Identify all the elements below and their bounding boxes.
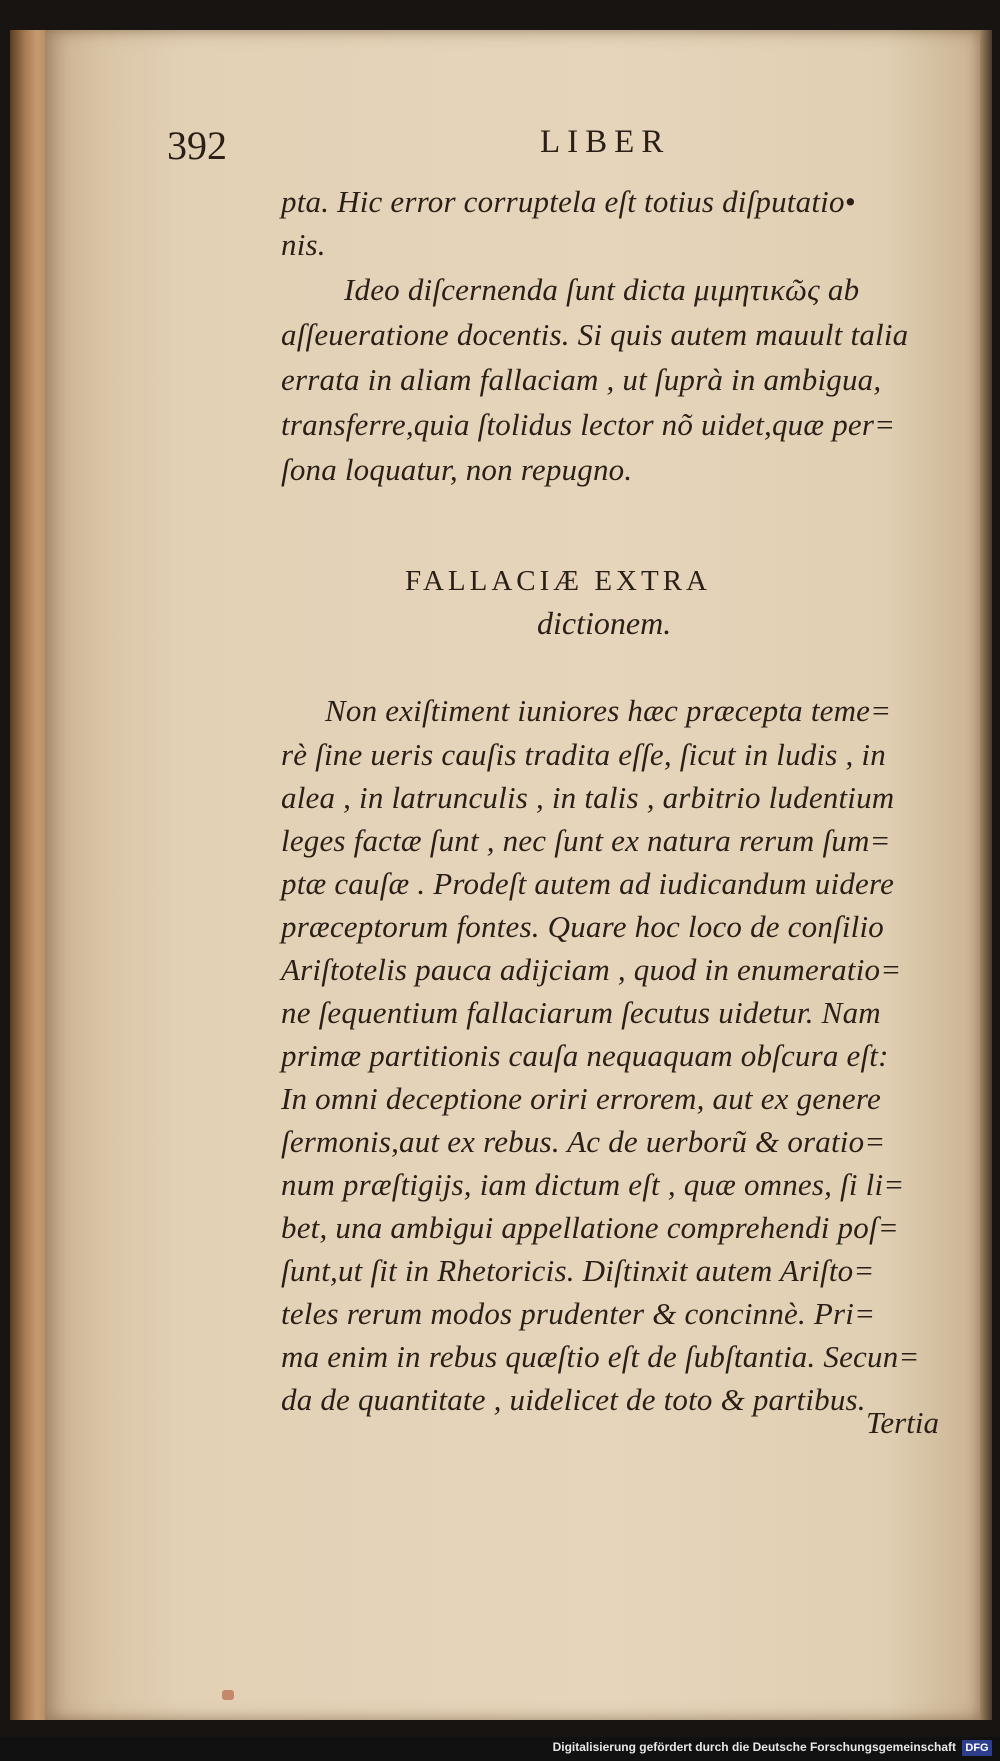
- text-line: ſunt,ut ſit in Rhetoricis. Diſtinxit autem Ariſto=: [281, 1253, 875, 1288]
- text-line: In omni deceptione oriri errorem, aut ex genere: [281, 1081, 881, 1116]
- catchword: Tertia: [866, 1405, 939, 1440]
- dfg-logo: DFG: [962, 1740, 992, 1756]
- text-line: transferre,quia ſtolidus lector nõ uidet,quæ per=: [281, 407, 896, 442]
- text-line: alea , in latrunculis , in talis , arbitrio ludentium: [281, 780, 895, 815]
- section-subheading: dictionem.: [537, 605, 672, 641]
- text-line: bet, una ambigui appellatione comprehendi poſ=: [281, 1210, 899, 1245]
- text-line: Non exiſtiment iuniores hæc præcepta teme=: [325, 693, 892, 728]
- footer-bar: [0, 1737, 1000, 1761]
- text-line: Ariſtotelis pauca adijciam , quod in enumeratio=: [281, 952, 902, 987]
- text-line: ptæ cauſæ . Prodeſt autem ad iudicandum uidere: [281, 866, 895, 901]
- text-line: ma enim in rebus quæſtio eſt de ſubſtantia. Secun=: [281, 1339, 920, 1374]
- text-line: ne ſequentium fallaciarum ſecutus uidetur. Nam: [281, 995, 881, 1030]
- ink-stain-mark: [222, 1690, 234, 1700]
- running-head: LIBER: [540, 124, 671, 160]
- page-gutter-left: [10, 30, 48, 1720]
- text-line: primæ partitionis cauſa nequaquam obſcura eſt:: [281, 1038, 889, 1073]
- text-line: errata in aliam fallaciam , ut ſuprà in ambigua,: [281, 362, 882, 397]
- text-line: teles rerum modos prudenter & concinnè. Pri=: [281, 1296, 876, 1331]
- text-line: num præſtigijs, iam dictum eſt , quæ omnes, ſi li=: [281, 1167, 905, 1202]
- text-line: rè ſine ueris cauſis tradita eſſe, ſicut in ludis , in: [281, 737, 886, 772]
- section-heading: FALLACIÆ EXTRA: [405, 565, 711, 597]
- text-line: pta. Hic error corruptela eſt totius diſputatio•: [281, 184, 856, 219]
- text-line: da de quantitate , uidelicet de toto & partibus.: [281, 1382, 866, 1417]
- text-line: præceptorum fontes. Quare hoc loco de conſilio: [281, 909, 884, 944]
- page-number: 392: [167, 123, 227, 168]
- text-line: ſona loquatur, non repugno.: [281, 452, 633, 487]
- text-line: nis.: [281, 227, 326, 262]
- page-edge-right: [980, 30, 992, 1720]
- text-line: aſſeueratione docentis. Si quis autem mauult talia: [281, 317, 909, 352]
- text-line: ſermonis,aut ex rebus. Ac de uerborũ & oratio=: [281, 1124, 886, 1159]
- funding-credit: Digitalisierung gefördert durch die Deutsche Forschungsgemeinschaft: [552, 1740, 956, 1754]
- text-line: leges factæ ſunt , nec ſunt ex natura rerum ſum=: [281, 823, 891, 858]
- text-line: Ideo diſcernenda ſunt dicta μιμητικῶς ab: [344, 272, 860, 307]
